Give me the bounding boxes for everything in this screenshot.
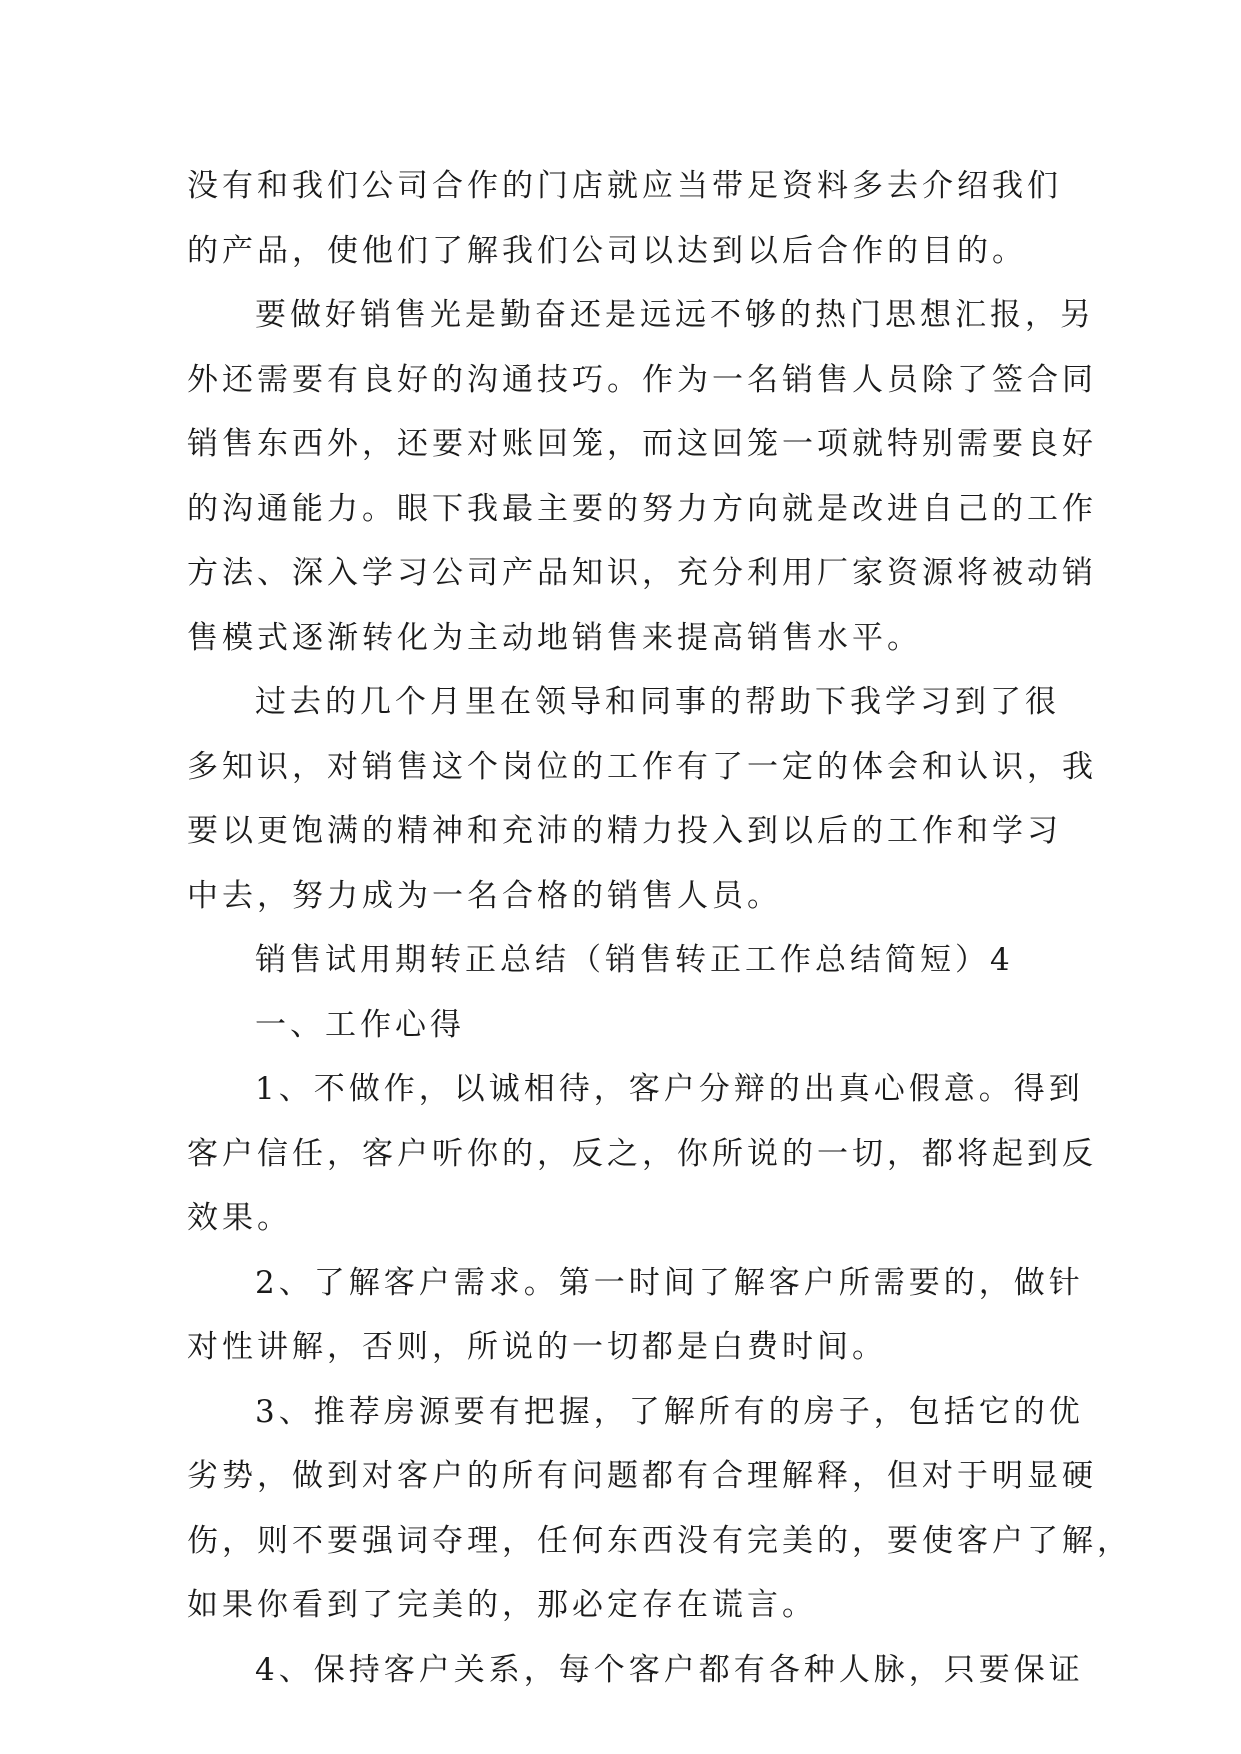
text-line: 客户信任，客户听你的，反之，你所说的一切，都将起到反: [187, 1135, 1097, 1172]
text-line: 一、工作心得: [255, 1006, 465, 1043]
text-line: 4、保持客户关系，每个客户都有各种人脉，只要保证: [255, 1651, 1084, 1688]
text-line: 外还需要有良好的沟通技巧。作为一名销售人员除了签合同: [187, 361, 1097, 398]
text-line: 伤，则不要强词夺理，任何东西没有完美的，要使客户了解，: [187, 1522, 1132, 1559]
text-line: 2、了解客户需求。第一时间了解客户所需要的，做针: [255, 1264, 1084, 1301]
text-line: 方法、深入学习公司产品知识，充分利用厂家资源将被动销: [187, 555, 1097, 591]
text-line: 销售东西外，还要对账回笼，而这回笼一项就特别需要良好: [187, 426, 1097, 462]
text-line: 如果你看到了完美的，那必定存在谎言。: [187, 1587, 817, 1623]
text-line: 销售试用期转正总结（销售转正工作总结简短）4: [255, 942, 1014, 978]
text-line: 售模式逐渐转化为主动地销售来提高销售水平。: [187, 619, 922, 656]
text-line: 效果。: [187, 1200, 292, 1236]
text-line: 多知识，对销售这个岗位的工作有了一定的体会和认识，我: [187, 748, 1097, 785]
text-line: 对性讲解，否则，所说的一切都是白费时间。: [187, 1329, 887, 1365]
document-body: [187, 154, 1132, 1702]
text-line: 劣势，做到对客户的所有问题都有合理解释，但对于明显硬: [187, 1458, 1097, 1494]
text-line: 中去，努力成为一名合格的销售人员。: [187, 877, 782, 914]
text-line: 的沟通能力。眼下我最主要的努力方向就是改进自己的工作: [187, 490, 1097, 527]
text-line: 要以更饱满的精神和充沛的精力投入到以后的工作和学习: [187, 813, 1062, 849]
text-line: 过去的几个月里在领导和同事的帮助下我学习到了很: [255, 684, 1060, 720]
text-line: 1、不做作，以诚相待，客户分辩的出真心假意。得到: [255, 1071, 1084, 1107]
text-line: 没有和我们公司合作的门店就应当带足资料多去介绍我们: [187, 168, 1062, 204]
text-line: 要做好销售光是勤奋还是远远不够的热门思想汇报，另: [255, 297, 1095, 333]
text-line: 3、推荐房源要有把握，了解所有的房子，包括它的优: [255, 1393, 1084, 1430]
text-line: 的产品，使他们了解我们公司以达到以后合作的目的。: [187, 232, 1027, 269]
